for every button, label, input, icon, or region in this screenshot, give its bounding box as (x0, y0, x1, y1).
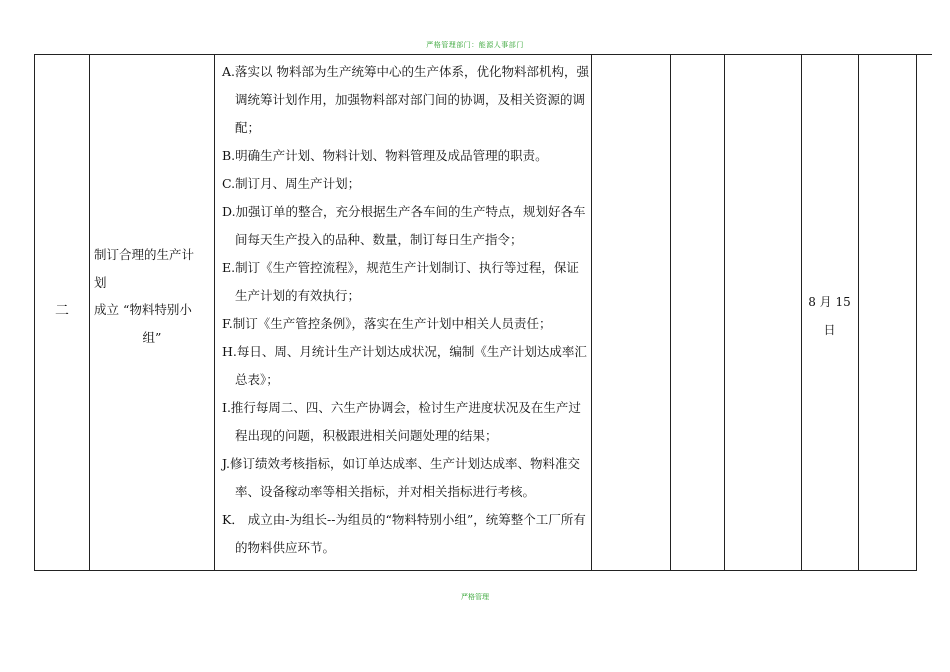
page-footer: 严格管理 (461, 593, 489, 601)
column-divider (591, 54, 592, 571)
table-top-border (34, 54, 932, 55)
page-header: 严格管理部门：能源人事部门 (426, 41, 524, 49)
measure-item: F.制订《生产管控条例》，落实在生产计划中相关人员责任； (222, 316, 552, 331)
task-title-line: 组” (142, 329, 162, 345)
measure-item: K． 成立由-为组长--为组员的“物料特别小组”，统筹整个工厂所有的物料供应环节。 (222, 512, 586, 555)
measure-item: B.明确生产计划、物料计划、物料管理及成品管理的职责。 (222, 148, 548, 163)
column-divider (670, 54, 671, 571)
column-divider (34, 54, 35, 571)
date-line: 日 (823, 322, 836, 337)
task-title-line: 划 (94, 274, 107, 290)
measure-item: H.每日、周、月统计生产计划达成状况，编制《生产计划达成率汇总表》； (222, 344, 587, 387)
date-line: 8 月 15 (808, 295, 851, 309)
column-divider (858, 54, 859, 571)
measure-item: E.制订《生产管控流程》，规范生产计划制订、执行等过程，保证生产计划的有效执行； (222, 260, 579, 303)
column-divider (89, 54, 90, 571)
task-title-line: 成立 “物料特别小 (94, 302, 192, 317)
completion-date (802, 289, 857, 344)
measure-item: I.推行每周二、四、六生产协调会，检讨生产进度状况及在生产过程出现的问题，积极跟进相关问题处理的结果； (222, 400, 581, 443)
measure-item: A.落实以 物料部为生产统筹中心的生产体系，优化物料部机构，强调统筹计划作用，加强物料部对部门间的协调，及相关资源的调配； (222, 64, 589, 135)
table-bottom-border (34, 570, 917, 571)
task-title-line: 制订合理的生产计 (94, 247, 195, 262)
measure-item: C.制订月、周生产计划； (222, 176, 361, 191)
measures-list (219, 58, 589, 562)
column-divider (214, 54, 215, 571)
measure-item: D.加强订单的整合，充分根据生产各车间的生产特点，规划好各车间每天生产投入的品种、数量，制订每日生产指令； (222, 204, 586, 247)
column-divider (724, 54, 725, 571)
task-title (94, 241, 210, 351)
column-divider (916, 54, 917, 571)
measure-item: J.修订绩效考核指标，如订单达成率、生产计划达成率、物料准交率、设备稼动率等相关指标，并对相关指标进行考核。 (222, 456, 581, 499)
row-number: 二 (55, 303, 69, 319)
